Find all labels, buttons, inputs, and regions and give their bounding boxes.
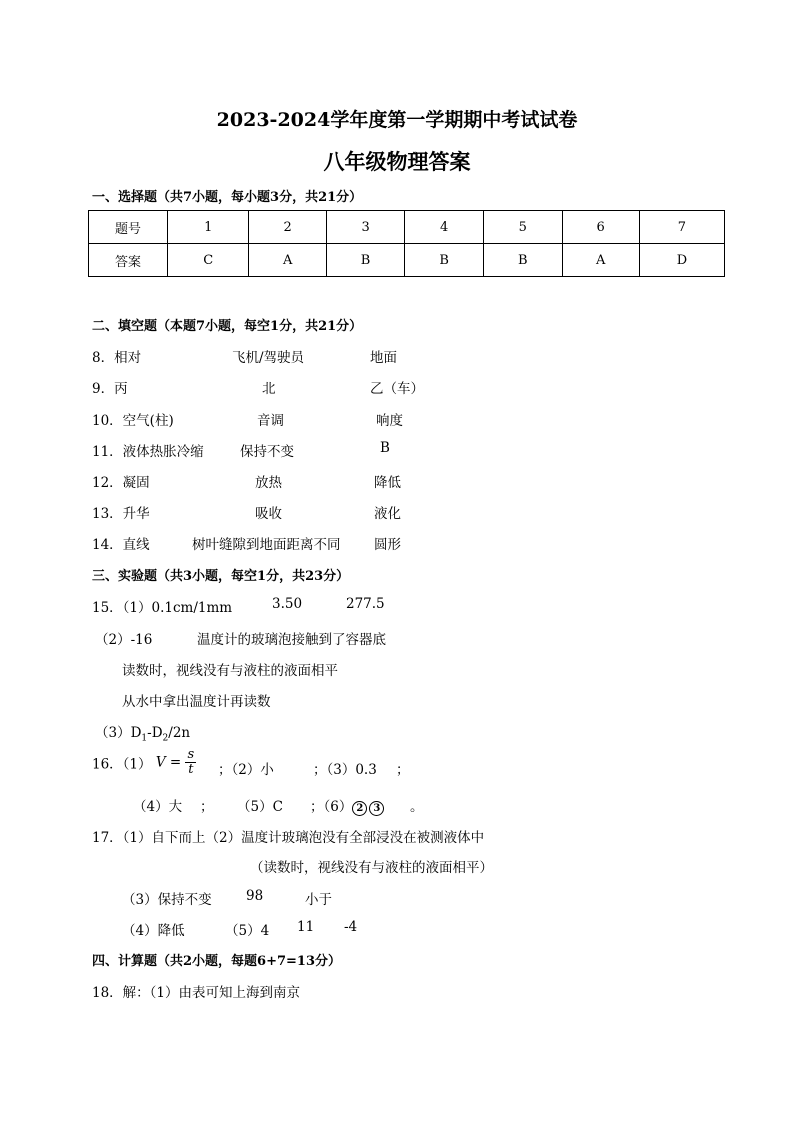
q16-line1-d: ； [396, 762, 410, 778]
table-cell: 7 [639, 211, 724, 244]
q12-answer-1: 12．凝固 [92, 475, 150, 491]
q16-line2-c: （5）C [237, 799, 283, 815]
table-cell: D [639, 244, 724, 277]
q16-line1 [92, 748, 196, 777]
table-cell: A [249, 244, 326, 277]
q15-line5-suffix: /2n [168, 725, 191, 741]
q11-answer-1: 11．液体热胀冷缩 [92, 444, 204, 460]
q16-line1-b: ；（2）小 [218, 762, 274, 778]
q15-line4: 从水中拿出温度计再读数 [122, 694, 271, 710]
q15-line3: 读数时，视线没有与液柱的液面相平 [122, 663, 338, 679]
section-4-heading: 四、计算题（共2小题，每题6+7=13分） [92, 954, 342, 969]
q12-answer-3: 降低 [374, 475, 401, 491]
q16-line2-end: 。 [410, 799, 424, 815]
formula-numerator: s [187, 747, 195, 762]
q15-line1-b: 3.50 [272, 596, 303, 612]
q14-answer-2: 树叶缝隙到地面距离不同 [192, 537, 341, 553]
section-2-heading: 二、填空题（本题7小题，每空1分，共21分） [92, 319, 363, 334]
q13-answer-1: 13．升华 [92, 506, 150, 522]
q8-answer-3: 地面 [370, 350, 397, 366]
table-cell: 题号 [89, 211, 168, 244]
q16-line2-d-label: ；（6） [310, 799, 353, 815]
table-cell: C [168, 244, 249, 277]
q15-line5-mid: -D [147, 725, 163, 741]
circled-number: 3 [369, 801, 384, 816]
q10-answer-1: 10．空气(柱) [92, 413, 174, 429]
q11-answer-2: 保持不变 [240, 444, 294, 460]
q10-answer-2: 音调 [257, 413, 284, 429]
q16-line2-a: （4）大 [133, 799, 183, 815]
q16-line1-c: ；（3）0.3 [313, 762, 377, 778]
table-cell: B [483, 244, 562, 277]
q15-line2-b: 温度计的玻璃泡接触到了容器底 [197, 632, 386, 648]
q8-answer-1: 8．相对 [92, 350, 142, 366]
q17-line1: 17．（1）自下而上（2）温度计玻璃泡没有全部浸没在被测液体中 [92, 830, 485, 846]
q13-answer-2: 吸收 [255, 506, 282, 522]
formula-lhs: V = [155, 754, 182, 771]
table-cell: 6 [562, 211, 639, 244]
table-cell: 答案 [89, 244, 168, 277]
q9-answer-3: 乙（车） [370, 381, 424, 397]
q15-line5-sub2: 2 [162, 733, 169, 744]
document-title: 2023-2024学年度第一学期期中考试试卷 [216, 109, 578, 131]
formula-fraction [185, 748, 196, 777]
q11-answer-3: B [380, 440, 390, 456]
q15-line5-prefix: （3）D [95, 725, 142, 741]
section-1-heading: 一、选择题（共7小题，每小题3分，共21分） [92, 190, 363, 205]
q8-answer-2: 飞机/驾驶员 [232, 350, 305, 366]
circled-number: 2 [352, 801, 367, 816]
q17-line4-a: （4）降低 [122, 923, 185, 939]
formula-denominator: t [188, 762, 194, 777]
table-cell: 5 [483, 211, 562, 244]
table-cell: A [562, 244, 639, 277]
q12-answer-2: 放热 [255, 475, 282, 491]
q17-line2: （读数时，视线没有与液柱的液面相平） [250, 860, 493, 876]
q16-line2-b: ； [200, 799, 214, 815]
q17-line3-c: 小于 [305, 892, 332, 908]
q13-answer-3: 液化 [374, 506, 401, 522]
q9-answer-2: 北 [262, 381, 276, 397]
q17-line3-b: 98 [246, 888, 264, 904]
q15-line5-sub1: 1 [141, 733, 148, 744]
answer-table [88, 210, 725, 277]
q17-line4-c: 11 [297, 919, 315, 935]
q9-answer-1: 9．丙 [92, 381, 128, 397]
q16-prefix: 16．（1） [92, 756, 152, 773]
table-cell: B [326, 244, 405, 277]
q18-line1: 18．解：（1）由表可知上海到南京 [92, 985, 301, 1001]
table-row [89, 244, 725, 277]
q10-answer-3: 响度 [376, 413, 403, 429]
q15-line2-a: （2）-16 [95, 632, 153, 648]
q17-line4-b: （5）4 [225, 923, 270, 939]
table-cell: 1 [168, 211, 249, 244]
q15-line1-a: 15．（1）0.1cm/1mm [92, 600, 233, 616]
table-cell: 3 [326, 211, 405, 244]
q17-line3-a: （3）保持不变 [122, 892, 212, 908]
table-cell: B [405, 244, 484, 277]
table-row [89, 211, 725, 244]
q14-answer-1: 14．直线 [92, 537, 150, 553]
q15-line1-c: 277.5 [346, 596, 385, 612]
table-cell: 4 [405, 211, 484, 244]
q15-line5 [95, 721, 190, 744]
table-cell: 2 [249, 211, 326, 244]
section-3-heading: 三、实验题（共3小题，每空1分，共23分） [92, 569, 350, 584]
document-subtitle: 八年级物理答案 [323, 149, 471, 174]
q14-answer-3: 圆形 [374, 537, 401, 553]
q17-line4-d: -4 [344, 919, 358, 935]
q16-line2-d [310, 795, 386, 816]
